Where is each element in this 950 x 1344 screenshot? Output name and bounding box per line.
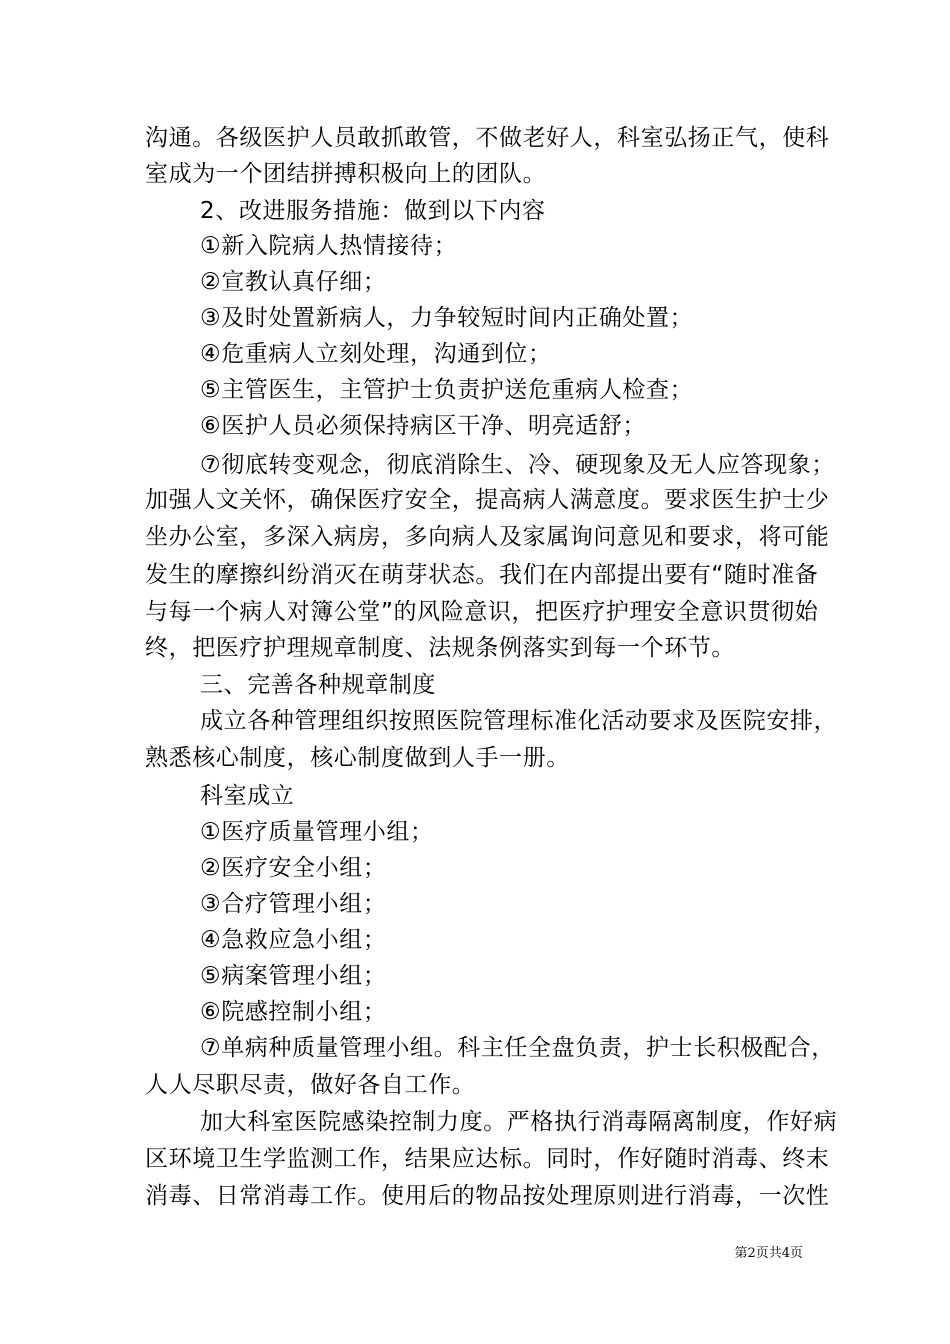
list-item: ②医疗安全小组； bbox=[200, 855, 387, 881]
text-line: 坐办公室，多深入病房，多向病人及家属询问意见和要求，将可能 bbox=[145, 524, 830, 550]
list-item: ④危重病人立刻处理，沟通到位； bbox=[200, 341, 552, 367]
list-item: ③及时处置新病人，力争较短时间内正确处置； bbox=[200, 305, 694, 331]
list-item: ⑦单病种质量管理小组。科主任全盘负责，护士长积极配合， bbox=[200, 1035, 835, 1061]
text-line: 与每一个病人对簿公堂”的风险意识，把医疗护理安全意识贯彻始 bbox=[145, 599, 819, 625]
list-item: ③合疗管理小组； bbox=[200, 891, 387, 917]
list-item: ⑥医护人员必须保持病区干净、明亮适舒； bbox=[200, 413, 647, 439]
text-line: 加大科室医院感染控制力度。严格执行消毒隔离制度，作好病 bbox=[200, 1109, 838, 1135]
text-line: 终，把医疗护理规章制度、法规条例落实到每一个环节。 bbox=[145, 635, 735, 661]
text-line: 区环境卫生学监测工作，结果应达标。同时，作好随时消毒、终末 bbox=[145, 1146, 830, 1172]
list-item: ①医疗质量管理小组； bbox=[200, 819, 434, 845]
text-line: 2、改进服务措施：做到以下内容 bbox=[200, 198, 546, 224]
list-item: ①新入院病人热情接待； bbox=[200, 233, 458, 259]
page-number: 第2页共4页 bbox=[734, 1246, 803, 1261]
list-item: ⑤病案管理小组； bbox=[200, 963, 387, 989]
text-line: 发生的摩擦纠纷消灭在萌芽状态。我们在内部提出要有“随时准备 bbox=[145, 562, 819, 588]
text-line: 室成为一个团结拼搏积极向上的团队。 bbox=[145, 161, 547, 187]
text-line: 科室成立 bbox=[200, 783, 295, 809]
list-item: ②宣教认真仔细； bbox=[200, 269, 387, 295]
list-item: ⑥院感控制小组； bbox=[200, 999, 387, 1025]
list-item: ⑦彻底转变观念，彻底消除生、冷、硬现象及无人应答现象； bbox=[200, 452, 835, 478]
text-line: 熟悉核心制度，核心制度做到人手一册。 bbox=[145, 745, 570, 771]
text-line: 消毒、日常消毒工作。使用后的物品按处理原则进行消毒，一次性 bbox=[145, 1183, 830, 1209]
text-line: 人人尽职尽责，做好各自工作。 bbox=[145, 1072, 476, 1098]
section-heading: 三、完善各种规章制度 bbox=[200, 672, 436, 698]
list-item: ⑤主管医生，主管护士负责护送危重病人检查； bbox=[200, 377, 694, 403]
text-line: 成立各种管理组织按照医院管理标准化活动要求及医院安排， bbox=[200, 708, 838, 734]
list-item: ④急救应急小组； bbox=[200, 927, 387, 953]
text-line: 加强人文关怀，确保医疗安全，提高病人满意度。要求医生护士少 bbox=[145, 487, 830, 513]
text-line: 沟通。各级医护人员敢抓敢管，不做老好人，科室弘扬正气，使科 bbox=[145, 125, 830, 151]
